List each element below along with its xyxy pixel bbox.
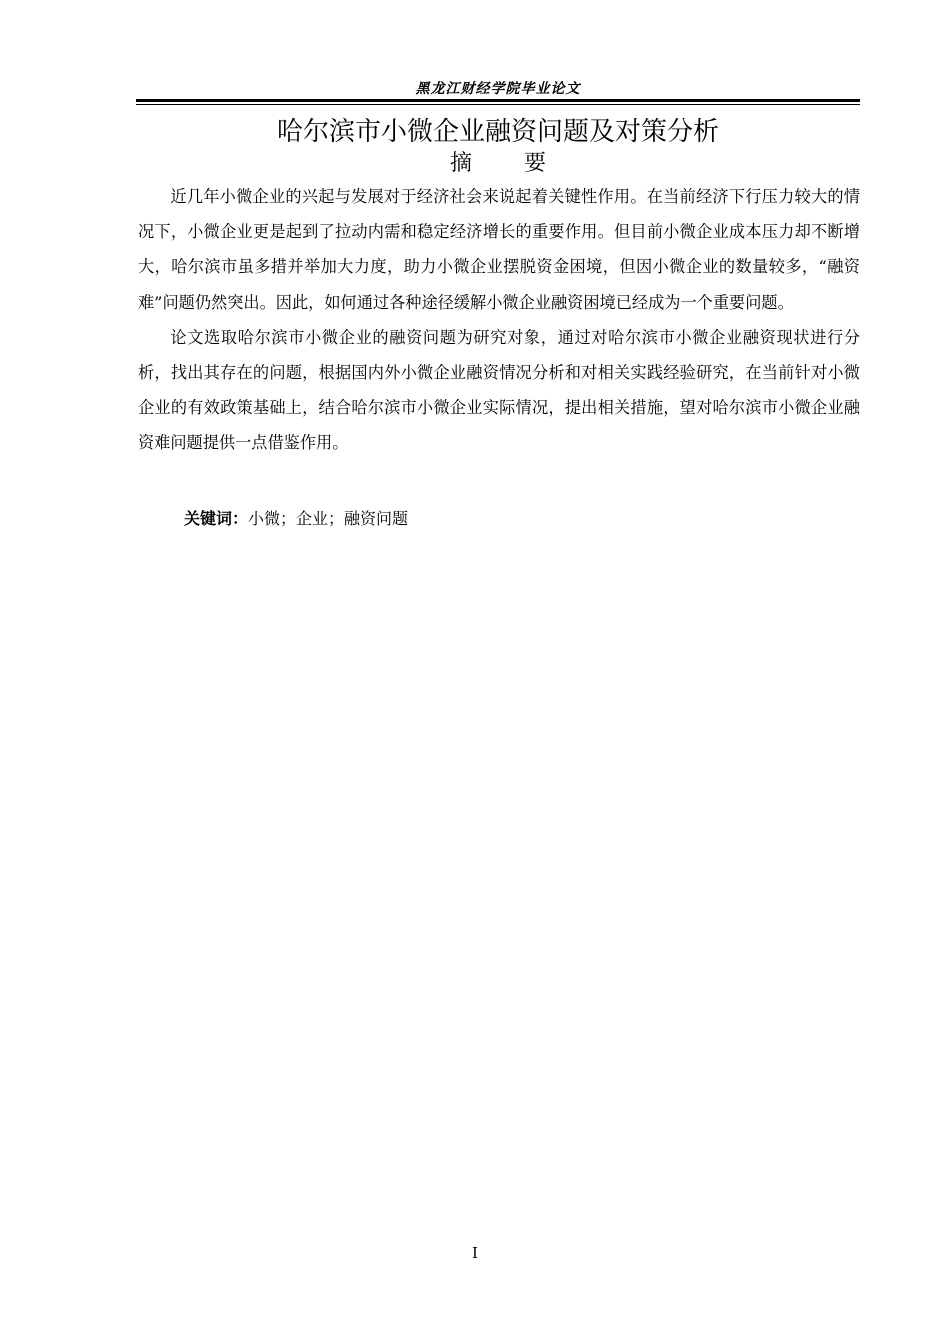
header-rule-thin bbox=[136, 104, 860, 105]
keywords-line bbox=[184, 505, 408, 533]
abstract-heading-char-1: 摘 bbox=[449, 151, 472, 176]
thesis-title: 哈尔滨市小微企业融资问题及对策分析 bbox=[276, 117, 719, 147]
abstract-body bbox=[138, 179, 860, 461]
running-header: 黑龙江财经学院毕业论文 bbox=[415, 81, 581, 97]
header-rule-thick bbox=[136, 99, 860, 102]
abstract-heading bbox=[136, 148, 860, 180]
keywords-label: 关键词： bbox=[184, 509, 249, 528]
page-number: I bbox=[472, 1244, 478, 1262]
abstract-heading-char-2: 要 bbox=[524, 151, 547, 176]
keywords-value: 小微；企业；融资问题 bbox=[248, 509, 409, 528]
abstract-paragraph-1: 近几年小微企业的兴起与发展对于经济社会来说起着关键性作用。在当前经济下行压力较大的情况下，小微企业更是起到了拉动内需和稳定经济增长的重要作用。但目前小微企业成本压力却不断增大，哈尔滨市虽多措并举加大力度，助力小微企业摆脱资金困境，但因小微企业的数量较多，“融资难”问题仍然突出。因此，如何通过各种途径缓解小微企业融资困境已经成为一个重要问题。 bbox=[138, 187, 860, 312]
abstract-paragraph-2: 论文选取哈尔滨市小微企业的融资问题为研究对象，通过对哈尔滨市小微企业融资现状进行分析，找出其存在的问题，根据国内外小微企业融资情况分析和对相关实践经验研究，在当前针对小微企业的有效政策基础上，结合哈尔滨市小微企业实际情况，提出相关措施，望对哈尔滨市小微企业融资难问题提供一点借鉴作用。 bbox=[138, 327, 860, 453]
